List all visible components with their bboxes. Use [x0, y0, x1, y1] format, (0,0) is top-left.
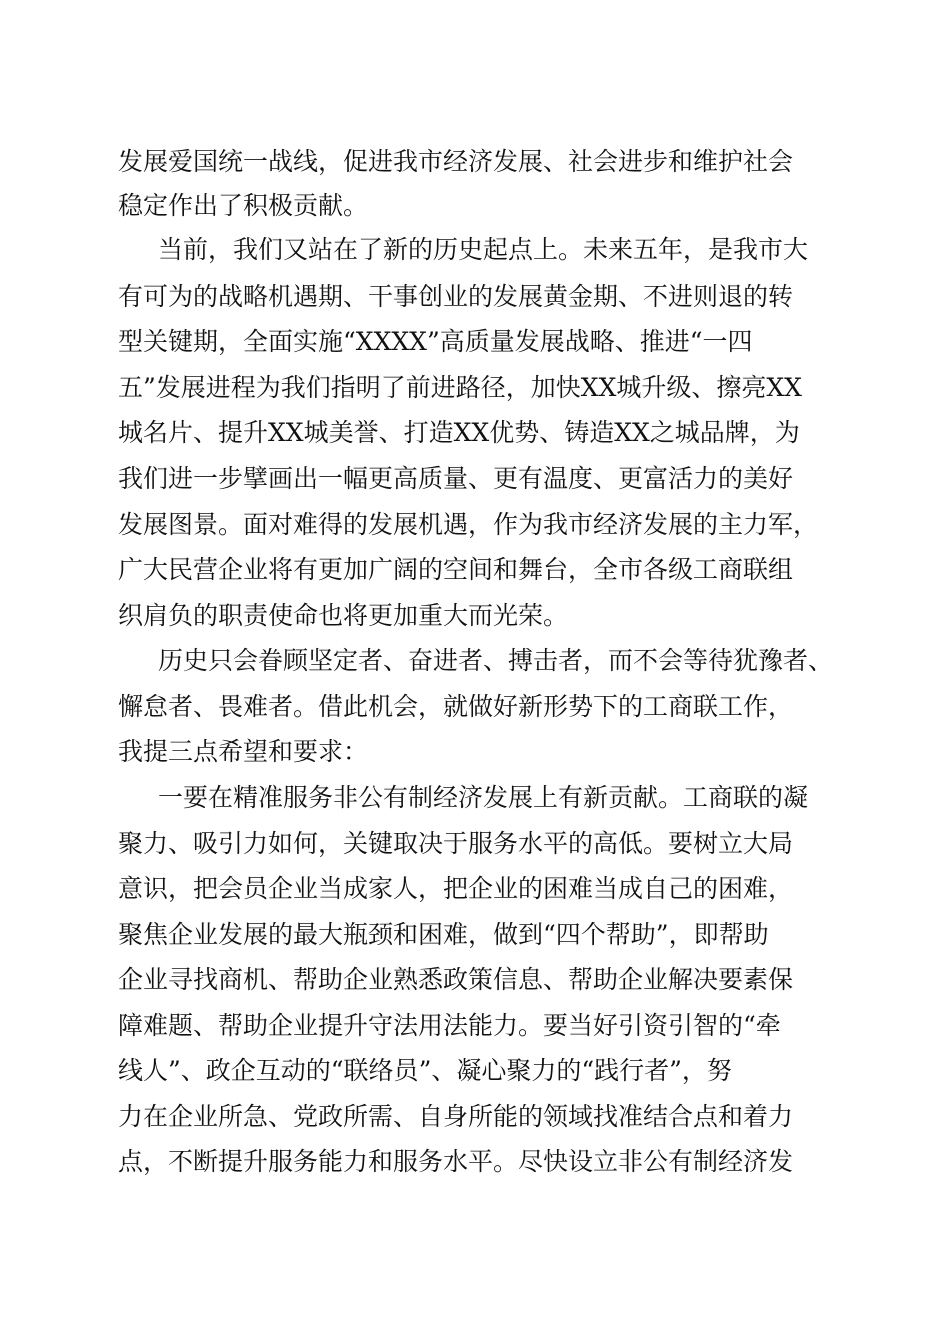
text-line: 点，不断提升服务能力和服务水平。尽快设立非公有制经济发	[118, 1147, 794, 1176]
text-line: 广大民营企业将有更加广阔的空间和舞台，全市各级工商联组	[118, 555, 794, 584]
text-line: 聚力、吸引力如何，关键取决于服务水平的高低。要树立大局	[118, 829, 794, 858]
text-line: 力在企业所急、党政所需、自身所能的领域找准结合点和着力	[118, 1102, 794, 1131]
paragraph-start-line: 当前，我们又站在了新的历史起点上。未来五年，是我市大	[158, 235, 809, 264]
text-line: 线人”、政企互动的“联络员”、凝心聚力的“践行者”，努	[118, 1056, 732, 1085]
text-line: 发展爱国统一战线，促进我市经济发展、社会进步和维护社会	[118, 147, 794, 176]
text-line: 懈怠者、畏难者。借此机会，就做好新形势下的工商联工作，	[118, 692, 794, 721]
text-line: 意识，把会员企业当成家人，把企业的困难当成自己的困难，	[118, 874, 794, 903]
text-line: 企业寻找商机、帮助企业熟悉政策信息、帮助企业解决要素保	[118, 965, 794, 994]
text-line: 有可为的战略机遇期、干事创业的发展黄金期、不进则退的转	[118, 282, 794, 311]
text-line: 型关键期，全面实施“XXXX”高质量发展战略、推进“一四	[118, 327, 753, 356]
text-line: 城名片、提升XX城美誉、打造XX优势、铸造XX之城品牌，为	[118, 418, 800, 447]
text-line: 障难题、帮助企业提升守法用法能力。要当好引资引智的“牵	[118, 1011, 781, 1040]
text-line: 织肩负的职责使命也将更加重大而光荣。	[118, 601, 569, 630]
text-line: 我们进一步擘画出一幅更高质量、更有温度、更富活力的美好	[118, 464, 794, 493]
text-line: 稳定作出了积极贡献。	[118, 191, 369, 220]
text-line: 聚焦企业发展的最大瓶颈和困难，做到“四个帮助”，即帮助	[118, 920, 769, 949]
text-line: 我提三点希望和要求：	[118, 737, 369, 766]
paragraph-start-line: 历史只会眷顾坚定者、奋进者、搏击者，而不会等待犹豫者、	[158, 646, 834, 675]
text-line: 发展图景。面对难得的发展机遇，作为我市经济发展的主力军，	[118, 510, 819, 539]
paragraph-start-line: 一要在精准服务非公有制经济发展上有新贡献。工商联的凝	[158, 783, 809, 812]
text-line: 五”发展进程为我们指明了前进路径，加快XX城升级、擦亮XX	[118, 373, 802, 402]
